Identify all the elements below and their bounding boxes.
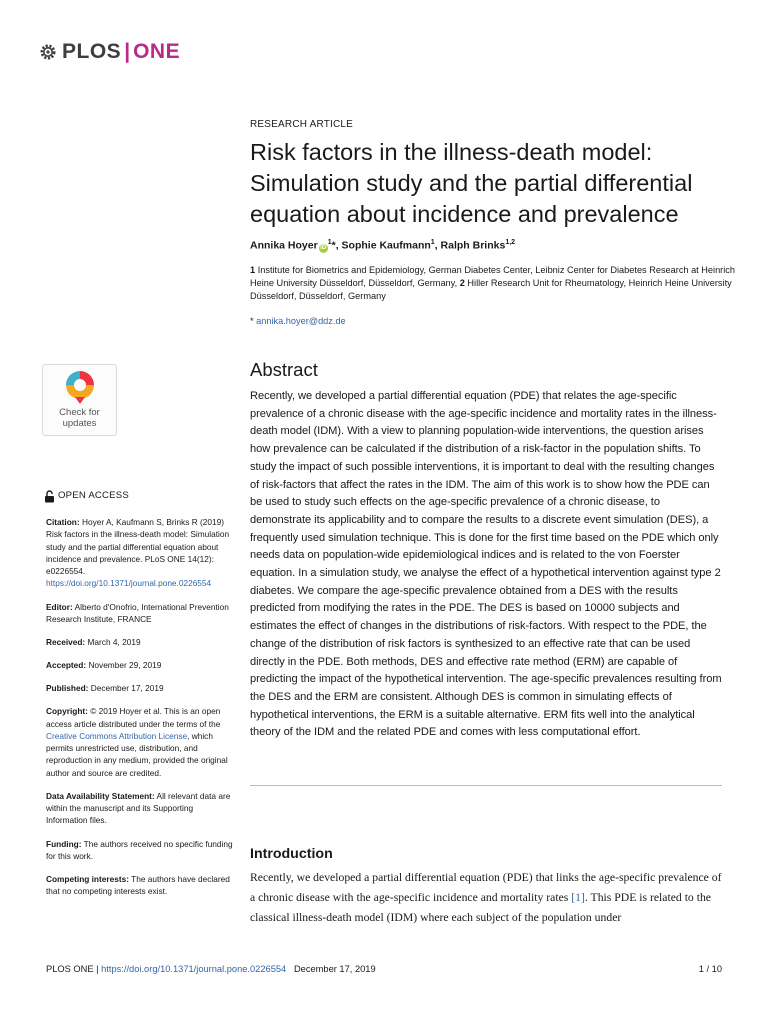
competing-interests-label: Competing interests: [46, 873, 129, 884]
footer-journal: PLOS ONE [46, 964, 94, 974]
funding-label: Funding: [46, 838, 82, 849]
competing-interests-info [46, 873, 236, 898]
accepted-info [46, 659, 236, 671]
affiliations [250, 264, 740, 302]
check-for-updates-badge[interactable] [42, 364, 117, 436]
author-list: Annika Hoyer $iD^1*$, Sophie Kaufmann$^1$, Ralph Brinks$^{1,2}$ [250, 239, 516, 252]
introduction-text [250, 868, 722, 927]
citation-doi-link[interactable]: https://doi.org/10.1371/journal.pone.0226554 [46, 578, 212, 589]
orcid-icon[interactable]: iD [320, 244, 327, 251]
received-date: March 4, 2019 [87, 636, 141, 647]
author-name[interactable]: Ralph Brinks [440, 239, 506, 252]
logo-plos-text: PLOS [62, 40, 122, 63]
author-affiliation-marker: 1 [430, 239, 435, 246]
introduction-heading: Introduction [250, 846, 333, 862]
plos-one-logo[interactable] [38, 38, 180, 66]
open-lock-icon [44, 490, 55, 503]
copyright-info [46, 705, 236, 779]
footer-doi-link[interactable]: https://doi.org/10.1371/journal.pone.0226554 [101, 964, 287, 974]
published-date: December 17, 2019 [90, 683, 164, 694]
license-link[interactable]: Creative Commons Attribution License [46, 730, 188, 741]
page-number: 1 / 10 [698, 964, 722, 974]
affiliation-number: 2 [459, 277, 465, 288]
badge-line-2: updates [62, 418, 97, 429]
received-label: Received: [46, 636, 86, 647]
affiliation-text: Institute for Biometrics and Epidemiology, German Diabetes Center, Leibniz Center for Diabetes Research at Heinrich Heine University Düsseldorf, Düsseldorf, Germany, [250, 265, 735, 288]
page-footer [46, 964, 376, 974]
footer-date: December 17, 2019 [293, 964, 376, 974]
section-divider [250, 785, 722, 786]
corresponding-marker: * [331, 239, 336, 252]
logo-separator: | [124, 40, 131, 63]
email-marker: * [250, 316, 254, 326]
funding-info [46, 838, 236, 863]
accepted-date: November 29, 2019 [88, 660, 162, 671]
funding-text: The authors received no specific funding for this work. [46, 838, 233, 861]
citation-info [46, 516, 236, 590]
logo-one-text: ONE [133, 40, 181, 63]
email-link[interactable]: annika.hoyer@ddz.de [256, 316, 346, 326]
citation-label: Citation: [46, 517, 80, 527]
received-info [46, 636, 236, 648]
abstract-text: Recently, we developed a partial differential equation (PDE) that relates the age-specific prevalence of a chronic disease with the age-specific incidence and mortality rates in the illness-death model (IDM). With a view to planning population-wide interventions, the question arises how prevalence can be calculated if the distribution of a risk-factor in the population shifts. To study the impact of such possible interventions, it is important to deal with the resulting changes of risk-factors that affect the rates in the IDM. The aim of this work is to show how the PDE can be used to study such effects on the age-specific prevalence of a chronic disease, to demonstrate its applicability and to compare the results to a discrete event simulation (DES), a frequently used simulation technique. This is done for the first time based on the PDE which only needs data on population-wide epidemiological indices and is related to the von Foerster equation. In a simulation study, we analyse the effect of a hypothetical intervention against type 2 diabetes. We compare the age-specific prevalence obtained from a DES with the results predicted from modifying the rates in the PDE. The DES is based on 10000 subjects and estimates the effect of changes in the distributions of risk-factors. With respect to the PDE, the change of the distribution of risk factors is synthesized to an effective rate that can be used directly in the PDE. Both methods, DES and effective rate method (ERM) are capable of predicting the impact of the hypothetical intervention. The age-specific prevalences resulting from the DES and the ERM are consistent. Although DES is common in simulating effects of hypothetical interventions, the ERM is a suitable alternative. ERM fits well into the analytical theory of the IDM and the related PDE and comes with less computational effort. [250, 390, 722, 739]
data-availability-text: All relevant data are within the manuscript and its Supporting Information files. [46, 790, 231, 826]
article-info-sidebar [46, 490, 236, 908]
intro-text-end: . This PDE is related to the classical illness-death model (IDM) where each subject of the population under [250, 890, 711, 924]
editor-text: Alberto d'Onofrio, International Prevention Research Institute, FRANCE [46, 601, 229, 624]
author-name[interactable]: Annika Hoyer [250, 239, 318, 252]
author-affiliation-marker: 1 [327, 239, 332, 246]
article-title: Risk factors in the illness-death model: Simulation study and the partial differential equation about incidence and prevalence [250, 139, 693, 227]
open-access-text: OPEN ACCESS [58, 490, 129, 502]
affiliation-number: 1 [250, 265, 256, 275]
competing-interests-text: The authors have declared that no competing interests exist. [46, 873, 230, 897]
citation-text: Hoyer A, Kaufmann S, Brinks R (2019) Risk factors in the illness-death model: Simulation study and the partial differential equation about incidence and prevalence. PLoS ONE 14(12): e0226554. [46, 517, 230, 577]
plos-gear-icon [38, 42, 58, 62]
copyright-label: Copyright: [46, 706, 88, 717]
data-availability-info [46, 790, 236, 827]
author-affiliation-marker: 1,2 [505, 239, 516, 246]
copyright-text: © 2019 Hoyer et al. This is an open access article distributed under the terms of the [46, 706, 221, 729]
open-access-label [46, 490, 236, 503]
abstract-heading: Abstract [250, 359, 318, 380]
corresponding-email [250, 316, 346, 326]
article-type: RESEARCH ARTICLE [250, 119, 354, 130]
accepted-label: Accepted: [46, 660, 87, 671]
badge-line-1: Check for [59, 407, 100, 418]
published-label: Published: [46, 683, 89, 694]
crossmark-icon [64, 369, 96, 405]
citation-link[interactable]: [1] [571, 890, 585, 904]
affiliation-text: Hiller Research Unit for Rheumatology, Heinrich Heine University Düsseldorf, Düsseldorf, Germany [250, 277, 732, 301]
footer-separator: | [96, 964, 99, 974]
author-name[interactable]: Sophie Kaufmann [341, 239, 431, 252]
copyright-text-end: , which permits unrestricted use, distribution, and reproduction in any medium, provided the original author and source are credited. [46, 730, 228, 778]
published-info [46, 682, 236, 694]
badge-text [43, 407, 116, 429]
data-availability-label: Data Availability Statement: [46, 790, 155, 801]
editor-info [46, 601, 236, 626]
editor-label: Editor: [46, 601, 73, 612]
intro-text-start: Recently, we developed a partial differential equation (PDE) that links the age-specific prevalence of a chronic disease with the age-specific incidence and mortality rates [250, 871, 722, 904]
